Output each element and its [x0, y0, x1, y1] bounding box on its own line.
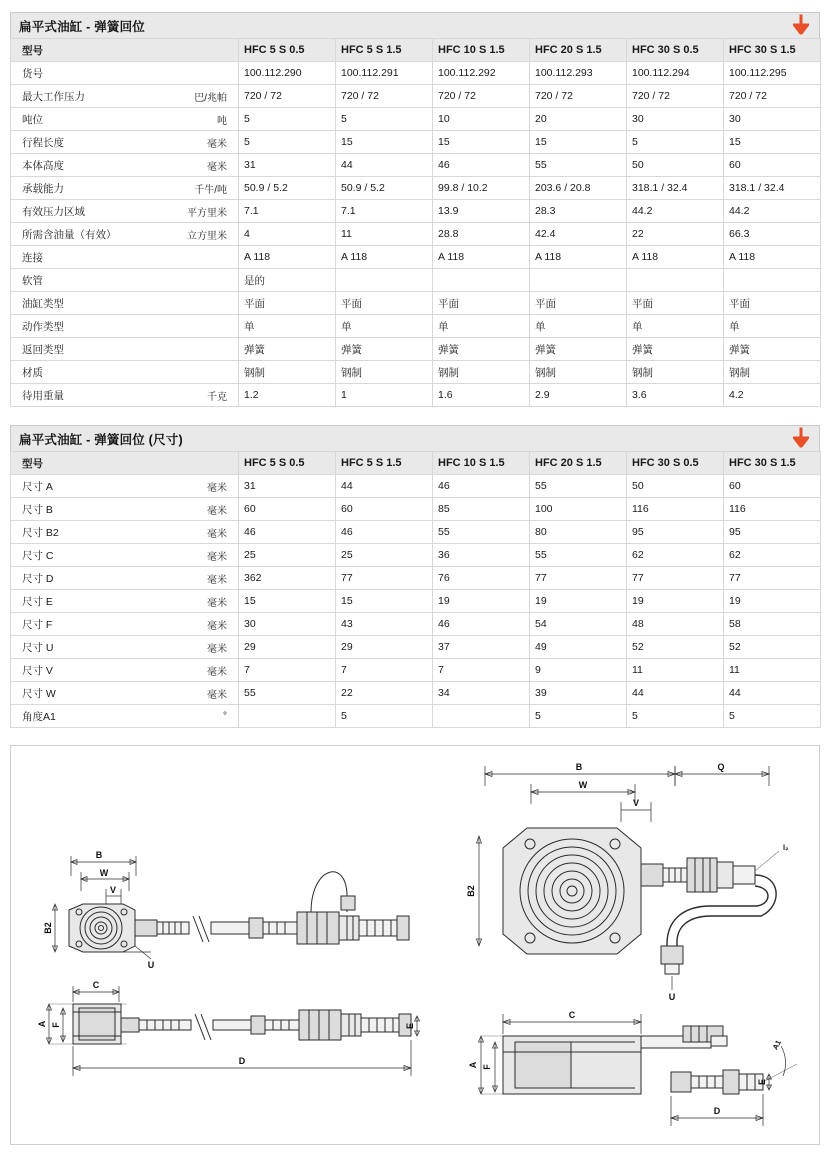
cell: 5 [239, 131, 336, 154]
row-label: 本体高度 [22, 159, 64, 172]
column-header-0: HFC 5 S 0.5 [239, 452, 336, 475]
cell: 30 [724, 108, 821, 131]
row-label: 承载能力 [22, 182, 64, 195]
row-unit: 毫米 [207, 643, 227, 655]
cell: 3.6 [627, 384, 724, 407]
column-header-0: HFC 5 S 0.5 [239, 39, 336, 62]
cell: 60 [336, 498, 433, 521]
cell: 720 / 72 [724, 85, 821, 108]
row-unit: ° [223, 710, 227, 722]
cell: 5 [627, 705, 724, 728]
cell: 5 [530, 705, 627, 728]
row-label: 油缸类型 [22, 297, 64, 310]
cell [530, 269, 627, 292]
row-unit: 毫米 [207, 666, 227, 678]
svg-text:B: B [95, 850, 103, 860]
cell: 46 [433, 613, 530, 636]
column-header-label: 型号 [22, 44, 43, 57]
cell: 48 [627, 613, 724, 636]
svg-text:U: U [147, 960, 155, 970]
svg-text:B: B [575, 762, 583, 772]
cell: 44.2 [724, 200, 821, 223]
cell: 55 [433, 521, 530, 544]
cell: 100.112.293 [530, 62, 627, 85]
table-row [11, 62, 821, 85]
cell: 15 [239, 590, 336, 613]
cell: 46 [239, 521, 336, 544]
cell: 15 [433, 131, 530, 154]
spec-table-dimensions [10, 451, 821, 728]
cell: 55 [530, 475, 627, 498]
cell: A 118 [433, 246, 530, 269]
column-header-4: HFC 30 S 0.5 [627, 452, 724, 475]
cell: 52 [627, 636, 724, 659]
cell: 4 [239, 223, 336, 246]
column-header-4: HFC 30 S 0.5 [627, 39, 724, 62]
row-unit: 毫米 [207, 161, 227, 173]
cell: 77 [530, 567, 627, 590]
cell: 11 [336, 223, 433, 246]
row-label: 连接 [22, 251, 43, 264]
table-row [11, 292, 821, 315]
cell: 100.112.290 [239, 62, 336, 85]
cell: 34 [433, 682, 530, 705]
technical-drawing [11, 746, 819, 1144]
svg-text:A: A [37, 1020, 47, 1028]
row-label: 尺寸 F [22, 618, 53, 631]
cell: 55 [530, 154, 627, 177]
cell: 19 [433, 590, 530, 613]
table-header-row [11, 39, 821, 62]
cell: 7 [336, 659, 433, 682]
cell: 9 [530, 659, 627, 682]
cell: 15 [724, 131, 821, 154]
table-row [11, 223, 821, 246]
table-row [11, 108, 821, 131]
cell: 28.3 [530, 200, 627, 223]
cell: 36 [433, 544, 530, 567]
cell: 钢制 [433, 361, 530, 384]
svg-text:A1: A1 [770, 1038, 784, 1052]
cell: 46 [433, 154, 530, 177]
svg-text:W: W [578, 780, 588, 790]
row-label: 尺寸 D [22, 572, 54, 585]
row-label: 动作类型 [22, 320, 64, 333]
row-unit: 毫米 [207, 482, 227, 494]
cell: 362 [239, 567, 336, 590]
cell: 7.1 [239, 200, 336, 223]
row-label: 尺寸 B [22, 503, 53, 516]
svg-text:E: E [405, 1022, 415, 1030]
cell: 720 / 72 [336, 85, 433, 108]
row-label: 材质 [22, 366, 43, 379]
cell: 单 [724, 315, 821, 338]
cell: 单 [433, 315, 530, 338]
cell: 44 [724, 682, 821, 705]
cell: 100.112.292 [433, 62, 530, 85]
spec-block-dimensions [10, 407, 820, 728]
row-unit: 吨 [217, 115, 227, 127]
cell: 平面 [433, 292, 530, 315]
cell: A 118 [239, 246, 336, 269]
cell: 318.1 / 32.4 [724, 177, 821, 200]
cell: 116 [627, 498, 724, 521]
cell: 平面 [627, 292, 724, 315]
cell: 76 [433, 567, 530, 590]
cell: 15 [530, 131, 627, 154]
spec-block-main [10, 0, 820, 407]
cell: 30 [239, 613, 336, 636]
cell: 5 [239, 108, 336, 131]
cell: 720 / 72 [239, 85, 336, 108]
cell: 弹簧 [627, 338, 724, 361]
cell: 100.112.294 [627, 62, 724, 85]
table-row [11, 85, 821, 108]
table-row [11, 475, 821, 498]
cell: 1.6 [433, 384, 530, 407]
table-row [11, 659, 821, 682]
column-header-1: HFC 5 S 1.5 [336, 39, 433, 62]
svg-text:Q: Q [717, 762, 725, 772]
cell: 5 [336, 705, 433, 728]
cell: 77 [724, 567, 821, 590]
technical-drawing-panel [10, 745, 820, 1145]
column-header-2: HFC 10 S 1.5 [433, 452, 530, 475]
table-row [11, 131, 821, 154]
cell: 77 [627, 567, 724, 590]
table-row [11, 154, 821, 177]
row-label: 角度A1 [22, 710, 56, 723]
cell: 1 [336, 384, 433, 407]
cell: 85 [433, 498, 530, 521]
row-label: 尺寸 V [22, 664, 53, 677]
cell: 50.9 / 5.2 [336, 177, 433, 200]
cell: 5 [336, 108, 433, 131]
cell: 31 [239, 154, 336, 177]
cell: 单 [530, 315, 627, 338]
svg-text:D: D [238, 1056, 246, 1066]
cell: 弹簧 [239, 338, 336, 361]
cell: 13.9 [433, 200, 530, 223]
cell: A 118 [336, 246, 433, 269]
cell: 钢制 [239, 361, 336, 384]
table-row [11, 384, 821, 407]
table-row [11, 544, 821, 567]
cell: 1.2 [239, 384, 336, 407]
table-row [11, 246, 821, 269]
cell: 43 [336, 613, 433, 636]
cell: 30 [627, 108, 724, 131]
cell: 19 [627, 590, 724, 613]
cell: 44 [336, 475, 433, 498]
row-unit: 毫米 [207, 138, 227, 150]
cell: 100.112.295 [724, 62, 821, 85]
table-row [11, 567, 821, 590]
row-label: 尺寸 W [22, 687, 56, 700]
cell: 58 [724, 613, 821, 636]
spec-block-main-header [10, 12, 820, 38]
cell: 弹簧 [530, 338, 627, 361]
svg-text:E: E [757, 1078, 767, 1086]
cell: 31 [239, 475, 336, 498]
cell: 60 [724, 154, 821, 177]
row-unit: 毫米 [207, 505, 227, 517]
row-label: 行程长度 [22, 136, 64, 149]
row-unit: 千克 [207, 391, 227, 403]
cell: 22 [627, 223, 724, 246]
spec-table-main [10, 38, 821, 407]
svg-text:F: F [482, 1064, 492, 1070]
row-label: 尺寸 A [22, 480, 53, 493]
cell: 平面 [239, 292, 336, 315]
cell: 39 [530, 682, 627, 705]
svg-text:l₂: l₂ [783, 843, 789, 852]
cell: 单 [336, 315, 433, 338]
cell: 平面 [724, 292, 821, 315]
cell: 720 / 72 [530, 85, 627, 108]
cell: 49 [530, 636, 627, 659]
cell: 60 [239, 498, 336, 521]
row-unit: 毫米 [207, 597, 227, 609]
column-header-5: HFC 30 S 1.5 [724, 39, 821, 62]
svg-text:C: C [92, 980, 100, 990]
cell: 11 [724, 659, 821, 682]
cell: 弹簧 [336, 338, 433, 361]
cell: 10 [433, 108, 530, 131]
cell: 46 [336, 521, 433, 544]
table-row [11, 636, 821, 659]
cell: 62 [724, 544, 821, 567]
spec-block-main-title: 扁平式油缸 - 弹簧回位 [19, 19, 146, 34]
cell: 95 [724, 521, 821, 544]
row-unit: 毫米 [207, 528, 227, 540]
cell: A 118 [724, 246, 821, 269]
svg-text:W: W [99, 868, 109, 878]
table-row [11, 177, 821, 200]
table-row [11, 705, 821, 728]
cell: 54 [530, 613, 627, 636]
cell: 19 [530, 590, 627, 613]
row-label: 有效压力区域 [22, 205, 85, 218]
row-label: 货号 [22, 67, 43, 80]
row-label: 吨位 [22, 113, 43, 126]
cell: 钢制 [627, 361, 724, 384]
row-unit: 巴/兆帕 [194, 92, 227, 104]
arrow-down-icon [793, 427, 809, 450]
row-unit: 千牛/吨 [194, 184, 227, 196]
arrow-down-icon [793, 14, 809, 37]
cell: 4.2 [724, 384, 821, 407]
cell: A 118 [627, 246, 724, 269]
cell: 720 / 72 [627, 85, 724, 108]
row-unit: 毫米 [207, 551, 227, 563]
row-unit: 平方里米 [187, 207, 227, 219]
svg-text:B2: B2 [43, 922, 53, 934]
cell [724, 269, 821, 292]
cell [239, 705, 336, 728]
cell: 15 [336, 590, 433, 613]
cell: 720 / 72 [433, 85, 530, 108]
column-header-5: HFC 30 S 1.5 [724, 452, 821, 475]
row-unit: 毫米 [207, 620, 227, 632]
row-unit: 立方里米 [187, 230, 227, 242]
cell: 60 [724, 475, 821, 498]
drawing-right-side-view [468, 1010, 797, 1126]
column-header-3: HFC 20 S 1.5 [530, 39, 627, 62]
cell: 95 [627, 521, 724, 544]
column-header-label: 型号 [22, 457, 43, 470]
cell: 42.4 [530, 223, 627, 246]
cell: 203.6 / 20.8 [530, 177, 627, 200]
cell: 弹簧 [724, 338, 821, 361]
cell [433, 269, 530, 292]
cell: A 118 [530, 246, 627, 269]
svg-text:A: A [468, 1061, 478, 1069]
cell: 7 [433, 659, 530, 682]
row-label: 尺寸 C [22, 549, 54, 562]
spec-block-dimensions-title: 扁平式油缸 - 弹簧回位 (尺寸) [19, 432, 183, 447]
row-label: 返回类型 [22, 343, 64, 356]
column-header-1: HFC 5 S 1.5 [336, 452, 433, 475]
cell: 29 [239, 636, 336, 659]
cell [627, 269, 724, 292]
row-unit: 毫米 [207, 574, 227, 586]
table-row [11, 200, 821, 223]
row-label: 所需含油量（有效） [22, 228, 117, 241]
cell: 318.1 / 32.4 [627, 177, 724, 200]
cell: 15 [336, 131, 433, 154]
cell: 50.9 / 5.2 [239, 177, 336, 200]
cell [433, 705, 530, 728]
cell: 7.1 [336, 200, 433, 223]
svg-text:V: V [632, 798, 640, 808]
table-row [11, 338, 821, 361]
drawing-right-front-view [466, 762, 788, 1002]
table-row [11, 315, 821, 338]
cell: 25 [336, 544, 433, 567]
cell: 50 [627, 154, 724, 177]
cell: 钢制 [530, 361, 627, 384]
svg-text:C: C [568, 1010, 576, 1020]
cell: 55 [530, 544, 627, 567]
cell: 116 [724, 498, 821, 521]
cell: 单 [627, 315, 724, 338]
cell: 66.3 [724, 223, 821, 246]
cell: 是的 [239, 269, 336, 292]
row-unit: 毫米 [207, 689, 227, 701]
cell: 20 [530, 108, 627, 131]
cell: 62 [627, 544, 724, 567]
cell: 99.8 / 10.2 [433, 177, 530, 200]
table-row [11, 613, 821, 636]
cell: 22 [336, 682, 433, 705]
spec-block-dimensions-header [10, 425, 820, 451]
column-header-3: HFC 20 S 1.5 [530, 452, 627, 475]
cell [336, 269, 433, 292]
row-label: 最大工作压力 [22, 90, 85, 103]
cell: 44.2 [627, 200, 724, 223]
cell: 77 [336, 567, 433, 590]
table-row [11, 498, 821, 521]
cell: 钢制 [724, 361, 821, 384]
cell: 19 [724, 590, 821, 613]
cell: 44 [627, 682, 724, 705]
cell: 平面 [530, 292, 627, 315]
svg-text:V: V [109, 885, 117, 895]
cell: 100.112.291 [336, 62, 433, 85]
table-row [11, 521, 821, 544]
table-header-row [11, 452, 821, 475]
table-row [11, 682, 821, 705]
table-row [11, 590, 821, 613]
cell: 弹簧 [433, 338, 530, 361]
cell: 46 [433, 475, 530, 498]
cell: 44 [336, 154, 433, 177]
cell: 5 [627, 131, 724, 154]
row-label: 尺寸 B2 [22, 526, 59, 539]
cell: 55 [239, 682, 336, 705]
table-row [11, 269, 821, 292]
svg-text:U: U [668, 992, 676, 1002]
row-label: 尺寸 U [22, 641, 54, 654]
cell: 7 [239, 659, 336, 682]
column-header-2: HFC 10 S 1.5 [433, 39, 530, 62]
cell: 25 [239, 544, 336, 567]
cell: 80 [530, 521, 627, 544]
cell: 52 [724, 636, 821, 659]
svg-text:D: D [713, 1106, 721, 1116]
cell: 钢制 [336, 361, 433, 384]
cell: 29 [336, 636, 433, 659]
svg-text:B2: B2 [466, 885, 476, 897]
drawing-left-side-view [37, 980, 420, 1076]
row-label: 尺寸 E [22, 595, 53, 608]
cell: 2.9 [530, 384, 627, 407]
cell: 37 [433, 636, 530, 659]
cell: 单 [239, 315, 336, 338]
row-label: 软管 [22, 274, 43, 287]
svg-text:F: F [51, 1022, 61, 1028]
cell: 50 [627, 475, 724, 498]
cell: 11 [627, 659, 724, 682]
table-row [11, 361, 821, 384]
cell: 5 [724, 705, 821, 728]
cell: 100 [530, 498, 627, 521]
cell: 28.8 [433, 223, 530, 246]
drawing-left-top-view [43, 850, 409, 970]
cell: 平面 [336, 292, 433, 315]
row-label: 待用重量 [22, 389, 64, 402]
